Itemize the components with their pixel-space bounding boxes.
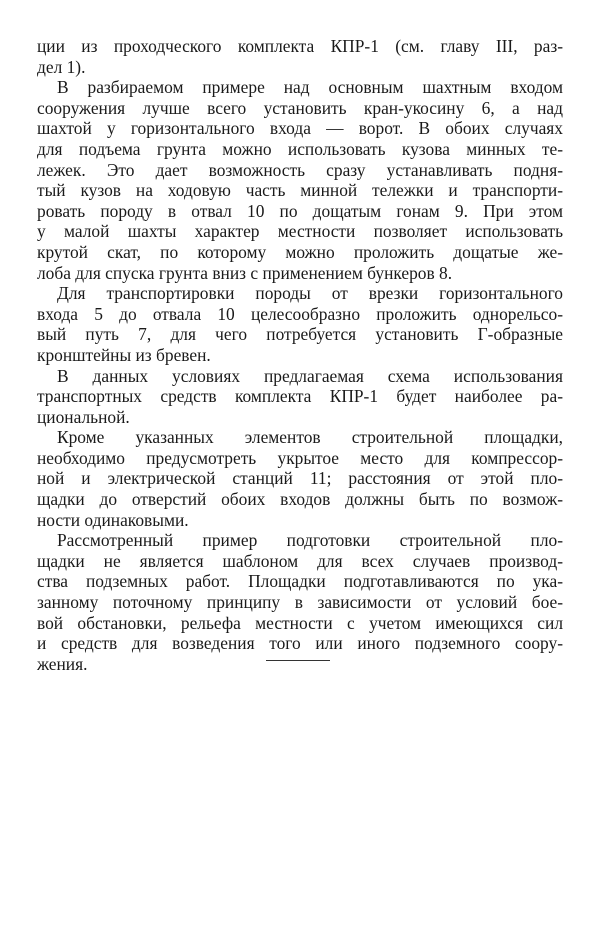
text-line: крутой скат, по которому можно проложить дощатые же- <box>37 241 563 262</box>
text-line: транспортных средств комплекта КПР-1 будет наиболее ра- <box>37 386 563 407</box>
text-line: и средств для возведения того или иного подземного соору- <box>37 633 563 654</box>
paragraph <box>37 530 563 674</box>
text-line: В разбираемом примере над основным шахтным входом <box>57 77 563 98</box>
paragraph <box>37 283 563 365</box>
text-line: Для транспортировки породы от врезки горизонтального <box>57 283 563 304</box>
text-line: жения. <box>37 653 88 674</box>
paragraph <box>37 366 563 428</box>
text-line: входа 5 до отвала 10 целесообразно проложить однорельсо- <box>37 303 563 324</box>
text-line: вый путь 7, для чего потребуется установить Г-образные <box>37 324 563 345</box>
paragraph <box>37 427 563 530</box>
text-line: щадки не является шаблоном для всех случаев производ- <box>37 550 563 571</box>
text-line: ции из проходческого комплекта КПР-1 (см. главу III, раз- <box>37 36 563 56</box>
text-line: для подъема грунта можно использовать кузова минных те- <box>37 138 563 159</box>
text-line: лоба для спуска грунта вниз с применением бункеров 8. <box>37 262 453 283</box>
text-line: вой обстановки, рельефа местности с учетом имеющихся сил <box>37 612 563 633</box>
text-line: кронштейны из бревен. <box>37 344 211 365</box>
text-line: лежек. Это дает возможность сразу устанавливать подня- <box>37 159 563 180</box>
text-line: Рассмотренный пример подготовки строительной пло- <box>57 530 563 551</box>
text-line: дел 1). <box>37 56 86 77</box>
text-line: ства подземных работ. Площадки подготавливаются по ука- <box>37 571 563 592</box>
text-line: шахтой у горизонтального входа — ворот. В обоих случаях <box>37 118 563 139</box>
text-line: тый кузов на ходовую часть минной тележки и транспорти- <box>37 180 563 201</box>
text-line: у малой шахты характер местности позволяет использовать <box>37 221 563 242</box>
text-line: В данных условиях предлагаемая схема использования <box>57 365 563 386</box>
text-line: Кроме указанных элементов строительной площадки, <box>57 427 563 448</box>
text-line: занному поточному принципу в зависимости от условий бое- <box>37 592 563 613</box>
text-line: ности одинаковыми. <box>37 509 189 530</box>
text-line: необходимо предусмотреть укрытое место для компрессор- <box>37 447 563 468</box>
text-line: ной и электрической станций 11; расстояния от этой пло- <box>37 468 563 489</box>
text-line: циональной. <box>37 406 130 427</box>
paragraph <box>37 36 563 77</box>
text-line: щадки до отверстий обоих входов должны быть по возмож- <box>37 489 563 510</box>
text-line: сооружения лучше всего установить кран-укосину 6, а над <box>37 97 563 118</box>
text-line: ровать породу в отвал 10 по дощатым гонам 9. При этом <box>37 200 563 221</box>
document-page <box>37 36 563 674</box>
paragraph <box>37 77 563 283</box>
section-separator <box>266 660 330 661</box>
